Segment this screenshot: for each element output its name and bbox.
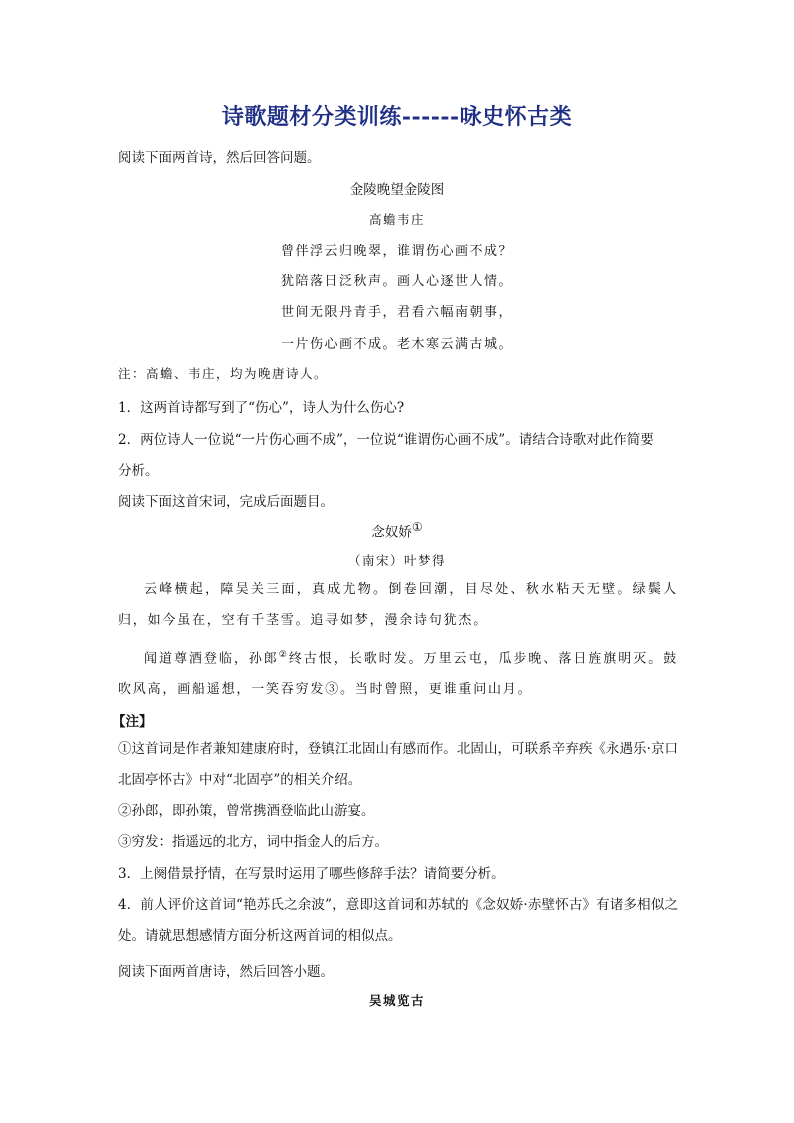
- poem1-title: 金陵晚望金陵图: [349, 182, 445, 198]
- ci-title-footnote-mark: ①: [411, 520, 423, 534]
- poem1-line-4: 一片伤心画不成。老木寒云满古城。: [280, 337, 513, 352]
- question-2-line-2: 分析。: [118, 463, 159, 479]
- note-2: ②孙郎，即孙策，曾常携酒登临此山游宴。: [118, 803, 375, 819]
- ci-paragraph-1: 云峰横起，障吴关三面，真成尤物。倒卷回潮，目尽处、秋水粘天无壁。绿鬓人归，如今虽在，空有千茎雪。追寻如梦，漫余诗句犹杰。: [118, 582, 678, 628]
- ci-paragraph-2-b: 终古恨，长歌时发。万里云屯，瓜步晚、落日旌旗明灭。鼓吹风高，画船遥想，一笑吞穷发③。当时曾照，更谁重问山月。: [118, 651, 678, 698]
- ci-paragraph-2-a: 闻道尊酒登临，孙郎: [144, 651, 279, 667]
- ci-author: （南宋）叶梦得: [347, 553, 446, 568]
- question-2-line-1: 2．两位诗人一位说“一片伤心画不成”，一位说“谁谓伤心画不成”。请结合诗歌对此作简要: [118, 432, 654, 448]
- intro-3: 阅读下面两首唐诗，然后回答小题。: [118, 964, 334, 980]
- ci-footnote-mark-2: ②: [278, 650, 289, 660]
- note-1: ①这首词是作者兼知建康府时，登镇江北固山有感而作。北固山，可联系辛弃疾《永遇乐·京口北固亭怀古》中对“北固亭”的相关介绍。: [118, 741, 678, 788]
- question-4: 4．前人评价这首词“艳苏氏之余波”，意即这首词和苏轼的《念奴娇·赤壁怀古》有诸多相似之处。请就思想感情方面分析这两首词的相似点。: [118, 897, 678, 944]
- poem1-line-3: 世间无限丹青手，君看六幅南朝事，: [280, 305, 513, 320]
- poem3-title: 吴城览古: [368, 993, 425, 1008]
- question-3: 3．上阕借景抒情，在写景时运用了哪些修辞手法？请简要分析。: [118, 866, 505, 882]
- notes-heading: 【注】: [112, 714, 153, 730]
- intro-2: 阅读下面这首宋词，完成后面题目。: [118, 494, 334, 510]
- ci-title-text: 念奴娇: [371, 524, 412, 541]
- poem1-authors: 高蟾韦庄: [368, 212, 425, 227]
- ci-title: [0, 520, 794, 541]
- question-1: 1．这两首诗都写到了“伤心”，诗人为什么伤心?: [118, 400, 405, 416]
- note-3: ③穷发：指遥远的北方，词中指金人的后方。: [118, 834, 388, 850]
- ci-paragraph-2: [118, 640, 678, 705]
- poem1-line-1: 曾伴浮云归晚翠，谁谓伤心画不成？: [280, 244, 513, 259]
- intro-1: 阅读下面两首诗，然后回答问题。: [118, 150, 321, 166]
- poem1-line-2: 犹陪落日泛秋声。画人心逐世人情。: [280, 274, 513, 289]
- page-title: 诗歌题材分类训练------咏史怀古类: [221, 104, 573, 130]
- poem1-note: 注：高蟾、韦庄，均为晚唐诗人。: [118, 366, 329, 381]
